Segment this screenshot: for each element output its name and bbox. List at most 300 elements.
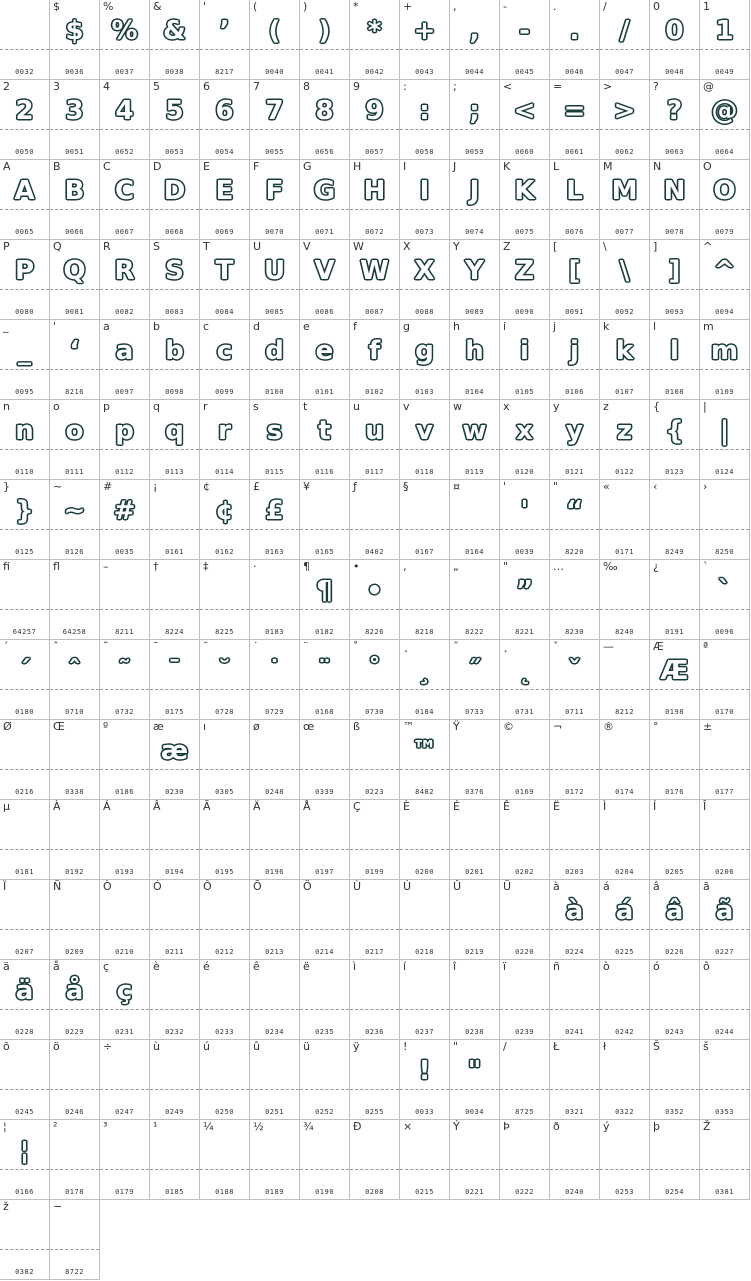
baseline-guide: [0, 529, 49, 530]
glyph-sample: ~: [63, 496, 86, 526]
glyph-cell: [300, 560, 350, 640]
baseline-guide: [150, 1169, 199, 1170]
glyph-cell-code: 0204: [615, 868, 634, 876]
glyph-sample: [200, 732, 249, 770]
glyph-cell-character: ž: [3, 1200, 9, 1213]
glyph-cell: [450, 240, 500, 320]
glyph-sample: [150, 972, 199, 1010]
glyph-sample: [250, 732, 299, 770]
glyph-cell-character: ·: [253, 560, 257, 573]
glyph-cell-code: 0057: [365, 148, 384, 156]
glyph-cell: [500, 640, 550, 720]
baseline-guide: [300, 689, 349, 690]
glyph-sample: 7: [265, 96, 284, 126]
glyph-cell: [650, 1120, 700, 1200]
glyph-cell-character: ˆ: [53, 640, 59, 653]
glyph-cell: [50, 1200, 100, 1280]
glyph-cell-character: ˙: [253, 640, 259, 653]
glyph-cell-code: 0077: [615, 228, 634, 236]
glyph-cell: [500, 400, 550, 480]
baseline-guide: [700, 369, 749, 370]
glyph-sample: s: [266, 416, 283, 446]
glyph-cell: [350, 880, 400, 960]
baseline-guide: [0, 289, 49, 290]
glyph-sample: w: [462, 416, 487, 446]
glyph-cell-character: <: [503, 80, 513, 93]
glyph-sample: “: [565, 496, 584, 526]
glyph-cell: [150, 560, 200, 640]
baseline-guide: [50, 929, 99, 930]
glyph-cell-character: l: [653, 320, 657, 333]
glyph-cell-character: É: [453, 800, 460, 813]
glyph-cell: [500, 960, 550, 1040]
glyph-cell-code: 8217: [215, 68, 234, 76]
glyph-cell: [500, 720, 550, 800]
glyph-cell: [500, 560, 550, 640]
glyph-cell: [350, 1040, 400, 1120]
glyph-cell-character: Ë: [553, 800, 560, 813]
glyph-sample: [550, 732, 599, 770]
glyph-cell-character: Å: [303, 800, 311, 813]
glyph-sample: [300, 492, 349, 530]
glyph-cell-code: 0214: [315, 948, 334, 956]
glyph-cell-code: 0730: [365, 708, 384, 716]
baseline-guide: [400, 369, 449, 370]
baseline-guide: [350, 849, 399, 850]
baseline-guide: [50, 769, 99, 770]
glyph-cell: [350, 0, 400, 80]
glyph-cell-character: M: [603, 160, 613, 173]
baseline-guide: [500, 129, 549, 130]
baseline-guide: [300, 769, 349, 770]
baseline-guide: [450, 849, 499, 850]
glyph-sample: [550, 1052, 599, 1090]
glyph-cell: [550, 960, 600, 1040]
glyph-cell-code: 0200: [415, 868, 434, 876]
glyph-sample: ’: [219, 16, 230, 46]
glyph-sample: *: [367, 16, 382, 46]
baseline-guide: [650, 129, 699, 130]
glyph-cell-character: ©: [503, 720, 514, 733]
glyph-cell: [450, 1120, 500, 1200]
glyph-cell-code: 64258: [62, 628, 87, 636]
baseline-guide: [0, 1089, 49, 1090]
glyph-sample: [500, 732, 549, 770]
glyph-cell-character: T: [203, 240, 210, 253]
glyph-cell-character: ‚: [403, 560, 407, 573]
glyph-sample: ': [520, 496, 529, 526]
glyph-cell: [250, 160, 300, 240]
glyph-cell-code: 0051: [65, 148, 84, 156]
baseline-guide: [600, 609, 649, 610]
glyph-cell-character: 7: [253, 80, 260, 93]
glyph-cell-character: Ô: [203, 880, 212, 893]
glyph-cell-code: 0192: [65, 868, 84, 876]
baseline-guide: [250, 129, 299, 130]
glyph-cell-code: 0189: [265, 1188, 284, 1196]
baseline-guide: [100, 1169, 149, 1170]
baseline-guide: [500, 769, 549, 770]
glyph-cell-character: º: [103, 720, 109, 733]
glyph-sample: N: [663, 176, 686, 206]
baseline-guide: [150, 689, 199, 690]
glyph-cell-code: 0183: [265, 628, 284, 636]
glyph-sample: æ: [160, 736, 189, 766]
baseline-guide: [150, 849, 199, 850]
glyph-sample: [500, 1052, 549, 1090]
baseline-guide: [50, 689, 99, 690]
glyph-cell-character: Š: [653, 1040, 660, 1053]
glyph-cell-code: 0218: [415, 948, 434, 956]
glyph-sample: ã: [715, 896, 734, 926]
glyph-cell-character: ì: [353, 960, 357, 973]
baseline-guide: [0, 1169, 49, 1170]
glyph-cell-code: 0071: [315, 228, 334, 236]
baseline-guide: [250, 209, 299, 210]
baseline-guide: [100, 689, 149, 690]
baseline-guide: [450, 609, 499, 610]
glyph-cell-code: 0732: [115, 708, 134, 716]
baseline-guide: [400, 1009, 449, 1010]
glyph-sample: [150, 892, 199, 930]
glyph-sample: 9: [365, 96, 384, 126]
glyph-cell-code: 0109: [715, 388, 734, 396]
glyph-cell-character: Ž: [703, 1120, 711, 1133]
glyph-cell-code: 0241: [565, 1028, 584, 1036]
glyph-cell: [500, 240, 550, 320]
glyph-cell-code: 0224: [565, 948, 584, 956]
glyph-cell-character: ': [203, 0, 207, 13]
baseline-guide: [600, 49, 649, 50]
glyph-cell-code: 0252: [315, 1108, 334, 1116]
baseline-guide: [450, 1089, 499, 1090]
glyph-cell-code: 0115: [265, 468, 284, 476]
glyph-cell: [650, 560, 700, 640]
glyph-cell: [550, 160, 600, 240]
glyph-cell-code: 0208: [365, 1188, 384, 1196]
glyph-sample: Z: [515, 256, 534, 286]
glyph-cell-character: L: [553, 160, 560, 173]
baseline-guide: [50, 609, 99, 610]
glyph-cell: [700, 1120, 750, 1200]
glyph-cell: [250, 960, 300, 1040]
glyph-sample: Q: [63, 256, 86, 286]
glyph-sample: [400, 572, 449, 610]
baseline-guide: [150, 929, 199, 930]
glyph-cell-code: 0244: [715, 1028, 734, 1036]
baseline-guide: [550, 689, 599, 690]
glyph-cell: [150, 480, 200, 560]
glyph-cell-code: 0091: [565, 308, 584, 316]
glyph-cell-character: È: [403, 800, 410, 813]
glyph-sample: [600, 492, 649, 530]
glyph-sample: [0, 812, 49, 850]
glyph-cell-character: ÷: [103, 1040, 113, 1053]
glyph-cell: [500, 880, 550, 960]
glyph-sample: :: [419, 96, 430, 126]
glyph-cell-code: 0178: [65, 1188, 84, 1196]
glyph-sample: [150, 1132, 199, 1170]
glyph-cell: [100, 1040, 150, 1120]
glyph-cell-character: °: [653, 720, 659, 733]
glyph-sample: £: [265, 496, 284, 526]
glyph-cell-character: E: [203, 160, 210, 173]
glyph-sample: [50, 1212, 99, 1250]
glyph-cell: [550, 80, 600, 160]
glyph-cell-code: 0062: [615, 148, 634, 156]
glyph-cell-character: %: [103, 0, 114, 13]
glyph-cell-code: 0339: [315, 788, 334, 796]
glyph-cell: [100, 240, 150, 320]
glyph-cell-code: 0321: [565, 1108, 584, 1116]
glyph-cell: [300, 800, 350, 880]
glyph-sample: [100, 1052, 149, 1090]
glyph-cell-character: Ò: [103, 880, 112, 893]
baseline-guide: [700, 49, 749, 50]
baseline-guide: [500, 929, 549, 930]
glyph-cell-code: 0114: [215, 468, 234, 476]
glyph-cell: [650, 240, 700, 320]
glyph-cell-character: Ÿ: [453, 720, 460, 733]
glyph-cell-code: 0190: [315, 1188, 334, 1196]
glyph-sample: [450, 812, 499, 850]
glyph-cell-character: ù: [153, 1040, 160, 1053]
baseline-guide: [250, 609, 299, 610]
glyph-cell-code: 0219: [465, 948, 484, 956]
glyph-sample: [250, 572, 299, 610]
glyph-cell-character: ¤: [453, 480, 460, 493]
glyph-cell: [50, 320, 100, 400]
glyph-cell-character: y: [553, 400, 560, 413]
glyph-cell: [0, 80, 50, 160]
glyph-cell: [600, 0, 650, 80]
baseline-guide: [300, 609, 349, 610]
glyph-cell-code: 0203: [565, 868, 584, 876]
glyph-cell: [350, 1120, 400, 1200]
glyph-sample: 5: [165, 96, 184, 126]
baseline-guide: [100, 609, 149, 610]
glyph-cell: [250, 80, 300, 160]
glyph-sample: [350, 732, 399, 770]
glyph-cell-character: =: [553, 80, 563, 93]
baseline-guide: [250, 1009, 299, 1010]
glyph-sample: ™: [411, 736, 438, 766]
glyph-cell-character: ý: [603, 1120, 610, 1133]
glyph-cell-character: å: [53, 960, 60, 973]
glyph-cell-code: 0162: [215, 548, 234, 556]
baseline-guide: [650, 449, 699, 450]
glyph-sample: 0: [665, 16, 684, 46]
glyph-cell: [350, 320, 400, 400]
glyph-cell-character: £: [253, 480, 260, 493]
glyph-cell-character: ,: [453, 0, 457, 13]
baseline-guide: [150, 369, 199, 370]
glyph-sample: ?: [666, 96, 683, 126]
glyph-cell-code: 0034: [465, 1108, 484, 1116]
glyph-cell-code: 0056: [315, 148, 334, 156]
glyph-cell-code: 0243: [665, 1028, 684, 1036]
glyph-cell: [600, 240, 650, 320]
glyph-cell-character: Î: [703, 800, 707, 813]
glyph-sample: u: [365, 416, 384, 446]
glyph-cell-character: s: [253, 400, 259, 413]
glyph-cell-character: 8: [303, 80, 310, 93]
glyph-cell: [400, 640, 450, 720]
baseline-guide: [450, 769, 499, 770]
glyph-cell-character: ¸: [403, 640, 409, 653]
glyph-sample: [450, 1132, 499, 1170]
glyph-cell-code: 0066: [65, 228, 84, 236]
glyph-sample: [350, 1132, 399, 1170]
glyph-cell-character: ƒ: [353, 480, 357, 493]
glyph-cell-character: ß: [353, 720, 360, 733]
glyph-cell-code: 0222: [515, 1188, 534, 1196]
glyph-cell-character: †: [153, 560, 159, 573]
baseline-guide: [700, 1009, 749, 1010]
glyph-cell-code: 0124: [715, 468, 734, 476]
glyph-sample: ;: [469, 96, 480, 126]
baseline-guide: [250, 49, 299, 50]
glyph-cell-code: 0075: [515, 228, 534, 236]
glyph-cell-character: Â: [153, 800, 161, 813]
glyph-sample: [300, 812, 349, 850]
glyph-cell-character: p: [103, 400, 110, 413]
glyph-cell-code: 0095: [15, 388, 34, 396]
glyph-cell-character: J: [453, 160, 457, 173]
glyph-sample: @: [711, 96, 738, 126]
glyph-cell-code: 0092: [615, 308, 634, 316]
baseline-guide: [700, 209, 749, 210]
glyph-cell: [100, 640, 150, 720]
glyph-cell-code: 0247: [115, 1108, 134, 1116]
glyph-cell: [0, 960, 50, 1040]
glyph-cell: [200, 1040, 250, 1120]
baseline-guide: [0, 129, 49, 130]
glyph-cell-code: 0074: [465, 228, 484, 236]
glyph-cell: [150, 800, 200, 880]
glyph-cell-code: 0188: [215, 1188, 234, 1196]
glyph-cell-code: 0113: [165, 468, 184, 476]
baseline-guide: [650, 769, 699, 770]
baseline-guide: [350, 689, 399, 690]
glyph-cell-character: *: [353, 0, 359, 13]
glyph-cell-code: 0215: [415, 1188, 434, 1196]
glyph-cell-character: œ: [303, 720, 315, 733]
glyph-cell-code: 0078: [665, 228, 684, 236]
baseline-guide: [350, 369, 399, 370]
glyph-sample: [450, 732, 499, 770]
glyph-cell: [50, 720, 100, 800]
glyph-cell-character: ²: [53, 1120, 58, 1133]
glyph-cell: [550, 720, 600, 800]
baseline-guide: [0, 849, 49, 850]
glyph-cell-code: 8218: [415, 628, 434, 636]
glyph-cell: [200, 320, 250, 400]
glyph-sample: ¸: [418, 656, 431, 686]
glyph-sample: [50, 732, 99, 770]
glyph-cell: [550, 480, 600, 560]
glyph-cell: [350, 640, 400, 720]
glyph-sample: B: [64, 176, 85, 206]
baseline-guide: [300, 849, 349, 850]
glyph-cell-character: Ê: [503, 800, 510, 813]
baseline-guide: [250, 289, 299, 290]
glyph-cell: [450, 320, 500, 400]
glyph-cell-code: 0116: [315, 468, 334, 476]
glyph-sample: [350, 812, 399, 850]
glyph-cell: [450, 800, 500, 880]
baseline-guide: [700, 129, 749, 130]
glyph-cell: [650, 720, 700, 800]
glyph-cell-code: 0068: [165, 228, 184, 236]
glyph-cell-code: 0166: [15, 1188, 34, 1196]
glyph-sample: g: [415, 336, 434, 366]
glyph-cell: [600, 560, 650, 640]
baseline-guide: [100, 369, 149, 370]
glyph-cell-character: ™: [403, 720, 414, 733]
glyph-cell: [650, 80, 700, 160]
glyph-sample: 1: [715, 16, 734, 46]
glyph-cell: [600, 800, 650, 880]
glyph-cell-code: 0038: [165, 68, 184, 76]
glyph-cell-character: Ú: [403, 880, 412, 893]
glyph-cell-character: ñ: [553, 960, 560, 973]
glyph-cell-character: ³: [103, 1120, 108, 1133]
glyph-sample: H: [363, 176, 386, 206]
glyph-cell: [100, 720, 150, 800]
glyph-cell: [650, 800, 700, 880]
glyph-cell-code: 0041: [315, 68, 334, 76]
glyph-cell-character: Þ: [503, 1120, 510, 1133]
baseline-guide: [300, 449, 349, 450]
glyph-cell-character: v: [403, 400, 410, 413]
glyph-cell-code: 0043: [415, 68, 434, 76]
glyph-cell: [350, 960, 400, 1040]
glyph-cell: [200, 0, 250, 80]
glyph-sample: >: [613, 96, 636, 126]
glyph-cell-character: 2: [3, 80, 10, 93]
baseline-guide: [400, 1169, 449, 1170]
glyph-cell-character: ª: [703, 640, 709, 653]
baseline-guide: [200, 1169, 249, 1170]
baseline-guide: [350, 1089, 399, 1090]
glyph-cell: [450, 880, 500, 960]
glyph-sample: S: [165, 256, 184, 286]
glyph-cell-character: ÿ: [353, 1040, 360, 1053]
glyph-cell-code: 0084: [215, 308, 234, 316]
glyph-cell-code: 0181: [15, 868, 34, 876]
baseline-guide: [600, 449, 649, 450]
glyph-sample: M: [611, 176, 638, 206]
baseline-guide: [550, 929, 599, 930]
glyph-sample: o: [65, 416, 84, 446]
glyph-sample: a: [115, 336, 134, 366]
glyph-sample: •: [366, 576, 383, 606]
glyph-cell: [550, 800, 600, 880]
glyph-cell-character: :: [403, 80, 407, 93]
glyph-cell-character: Ó: [153, 880, 162, 893]
glyph-cell-code: 0338: [65, 788, 84, 796]
glyph-sample: %: [111, 16, 138, 46]
glyph-cell: [200, 480, 250, 560]
glyph-cell-code: 0163: [265, 548, 284, 556]
glyph-sample: |: [719, 416, 730, 446]
glyph-cell-code: 0161: [165, 548, 184, 556]
glyph-cell: [200, 400, 250, 480]
glyph-cell-character: k: [603, 320, 610, 333]
glyph-sample: \: [619, 256, 630, 286]
glyph-cell: [300, 160, 350, 240]
